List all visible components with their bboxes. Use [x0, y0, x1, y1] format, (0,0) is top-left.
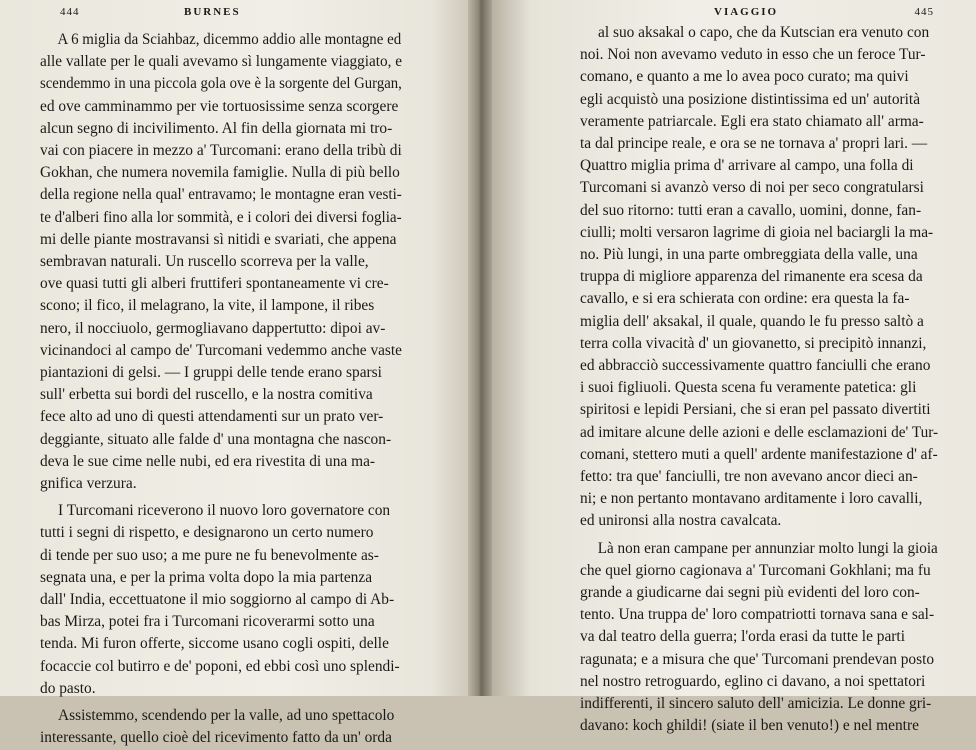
- text-line: nero, il nocciuolo, germogliavano dappertutto: dipoi av-: [40, 319, 386, 337]
- text-line: ove quasi tutti gli alberi fruttiferi spontaneamente vi cre-: [40, 275, 389, 293]
- page-number-right: 445: [914, 6, 934, 18]
- paragraph: [40, 29, 402, 495]
- text-line: va dal teatro della guerra; l'orda erasi da tutte le parti: [580, 628, 905, 646]
- text-line: Assistemmo, scendendo per la valle, ad uno spettacolo: [58, 707, 395, 725]
- text-line: ni; e non pertanto montavano arditamente i loro cavalli,: [580, 490, 923, 508]
- text-line: ed abbracciò successivamente quattro fanciulli che erano: [580, 357, 931, 375]
- text-line: A 6 miglia da Sciahbaz, dicemmo addio alle montagne ed: [57, 31, 402, 48]
- text-line: comano, e quanto a me lo avea poco curato; ma quivi: [580, 68, 909, 86]
- text-line: ragunata; e a misura che que' Turcomani prendevan posto: [580, 650, 935, 668]
- text-line: mi delle piante mostravansi sì nitidi e svariati, che appena: [40, 230, 397, 248]
- right-page: [492, 0, 976, 735]
- text-line: piantazioni di gelsi. — I gruppi delle tende erano sparsi: [40, 364, 382, 382]
- text-line: i suoi figliuoli. Questa scena fu veramente patetica: gli: [580, 379, 917, 397]
- text-line: vicinandoci al campo de' Turcomani vedemmo anche vaste: [40, 341, 402, 359]
- text-line: sembravan naturali. Un ruscello scorreva per la valle,: [40, 253, 369, 271]
- text-line: alcun segno di incivilimento. Al fin della giornata mi tro-: [40, 119, 393, 137]
- text-line: miglia dell' aksakal, il quale, quando le fu presso saltò a: [580, 312, 924, 330]
- text-line: nel nostro retroguardo, eglino ci davano, a noi spettatori: [580, 672, 926, 690]
- text-line: no. Più lungi, in una parte ombreggiata della valle, una: [580, 246, 918, 264]
- text-line: noi. Noi non avevamo veduto in esso che un feroce Tur-: [580, 46, 926, 64]
- text-line: comani, stettero muti a quell' ardente manifestazione d' af-: [580, 445, 938, 463]
- text-line: grande a giudicarne dai segni più evidenti del loro con-: [580, 584, 920, 602]
- text-line: deggiante, situato alle falde d' una montagna che nascon-: [40, 430, 392, 448]
- right-page-body: [580, 22, 938, 738]
- text-line: cavallo, e si era schierata con ordine: era questa la fa-: [580, 290, 910, 308]
- text-line: tento. Una truppa de' loro compatriotti tornava sana e sal-: [580, 606, 935, 624]
- book-gutter: [468, 0, 492, 696]
- text-line: di tende per suo uso; a me pure ne fu benevolmente as-: [40, 546, 379, 564]
- paragraph: [40, 705, 402, 749]
- text-line: gnifica verzura.: [40, 475, 137, 493]
- paragraph: [40, 500, 402, 700]
- text-line: te d'alberi fino alla lor sommità, e i colori dei diversi foglia-: [40, 208, 402, 226]
- left-page-header: [60, 6, 390, 24]
- text-line: ad imitare alcune delle azioni e delle esclamazioni de' Tur-: [580, 423, 939, 441]
- page-number-left: 444: [60, 6, 80, 18]
- text-line: della regione nella qual' entravamo; le montagne eran vesti-: [40, 186, 402, 204]
- text-line: scono; il fico, il melagrano, la vite, il lampone, il ribes: [40, 297, 375, 315]
- text-line: tenda. Mi furon offerte, siccome usano cogli ospiti, delle: [40, 635, 389, 653]
- text-line: egli acquistò una posizione distintissima ed un' autorità: [580, 90, 921, 108]
- paragraph: [580, 538, 938, 738]
- paragraph: [580, 22, 938, 533]
- text-line: scendemmo in una piccola gola ove è la sorgente del Gurgan,: [40, 75, 402, 93]
- text-line: al suo aksakal o capo, che da Kutscian era venuto con: [598, 24, 930, 41]
- text-line: del suo ritorno: tutti eran a cavallo, uomini, donne, fan-: [580, 201, 922, 219]
- text-line: Turcomani si avanzò verso di noi per seco congratularsi: [580, 179, 924, 197]
- text-line: sull' erbetta sui bordi del ruscello, e la nostra comitiva: [40, 386, 373, 404]
- text-line: alle vallate per le quali avevamo sì lungamente viaggiato, e: [40, 53, 403, 71]
- text-line: terra colla vivacità d' un giovanetto, si precipitò innanzi,: [580, 334, 927, 352]
- text-line: ciulli; molti versaron lagrime di gioia nel baciargli la ma-: [580, 223, 934, 241]
- text-line: bas Mirza, potei fra i Turcomani ricoverarmi sotto una: [40, 613, 375, 631]
- text-line: Quattro miglia prima d' arrivare al campo, una folla di: [580, 157, 914, 175]
- text-line: ed ove camminammo per vie tortuosissime senza scorgere: [40, 97, 399, 115]
- text-line: veramente patriarcale. Egli era stato chiamato all' arma-: [580, 112, 924, 130]
- left-page-body: [40, 29, 402, 750]
- text-line: ed unironsi alla nostra cavalcata.: [580, 512, 782, 530]
- text-line: fece alto ad uno di questi attendamenti sur un prato ver-: [40, 408, 384, 426]
- left-page: [0, 0, 468, 747]
- text-line: vai con piacere in mezzo a' Turcomani: erano della tribù di: [40, 142, 402, 160]
- text-line: I Turcomani riceverono il nuovo loro governatore con: [58, 502, 391, 520]
- text-line: focaccie col butirro e de' poponi, ed ebbi così uno splendi-: [40, 657, 400, 675]
- text-line: dall' India, eccettuatone il mio soggiorno al campo di Ab-: [40, 591, 395, 609]
- text-line: Là non eran campane per annunziar molto lungi la gioia: [597, 539, 938, 557]
- running-head-right: VIAGGIO: [714, 6, 779, 18]
- text-line: truppa di migliore apparenza del rimanente era scesa da: [580, 268, 923, 286]
- text-line: davano: koch ghildi! (siate il ben venuto!) e nel mentre: [580, 717, 919, 735]
- text-line: indifferenti, il sincero saluto dell' amicizia. Le donne gri-: [580, 695, 932, 713]
- text-line: tutti i segni di rispetto, e designarono un certo numero: [40, 524, 374, 542]
- text-line: fetto: tra que' fanciulli, tre non avevano ancor dieci an-: [580, 468, 918, 486]
- text-line: deva le sue cime nelle nubi, ed era rivestita di una ma-: [40, 452, 376, 470]
- running-head-left: BURNES: [184, 6, 241, 18]
- text-line: interessante, quello cioè del ricevimento fatto da un' orda: [40, 729, 392, 747]
- text-line: do pasto.: [40, 679, 96, 697]
- text-line: spiritosi e lepidi Persiani, che si eran pel passato divertiti: [580, 401, 931, 419]
- text-line: ta dal principe reale, e ora se ne tornava a' propri lari. —: [580, 135, 928, 153]
- text-line: segnata una, e per la prima volta dopo la mia partenza: [40, 568, 373, 586]
- text-line: che quel giorno cagionava a' Turcomani Gokhlani; ma fu: [580, 561, 931, 579]
- text-line: Gokhan, che numera novemila famiglie. Nulla di più bello: [40, 164, 400, 182]
